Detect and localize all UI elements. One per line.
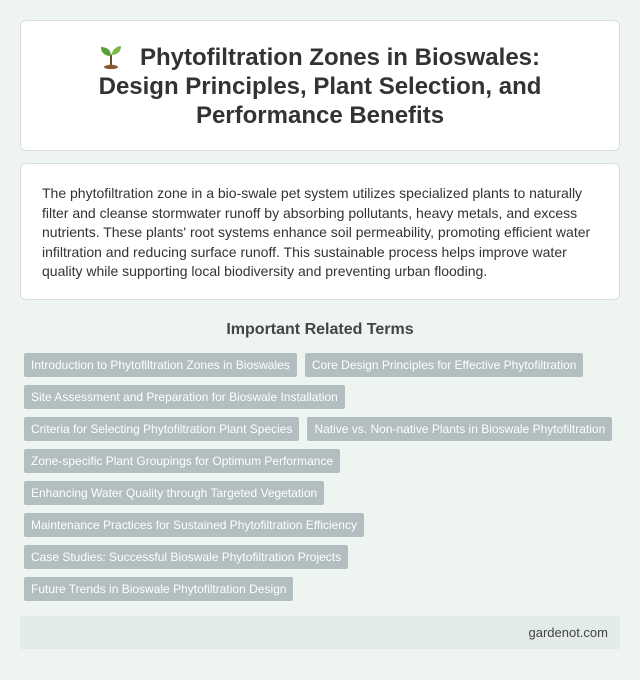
footer-site-name: gardenot.com xyxy=(528,625,608,640)
related-term-tag[interactable]: Criteria for Selecting Phytofiltration Plant Species xyxy=(24,417,299,441)
related-term-tag[interactable]: Introduction to Phytofiltration Zones in Bioswales xyxy=(24,353,297,377)
intro-card xyxy=(20,163,620,300)
related-term-tag[interactable]: Zone-specific Plant Groupings for Optimum Performance xyxy=(24,449,340,473)
related-terms-list xyxy=(24,353,624,609)
related-term-tag[interactable]: Enhancing Water Quality through Targeted Vegetation xyxy=(24,481,324,505)
intro-paragraph: The phytofiltration zone in a bio-swale pet system utilizes specialized plants to naturally filter and cleanse stormwater runoff by absorbing pollutants, heavy metals, and excess nutrients. These plants' root systems enhance soil permeability, promoting efficient water infiltration and reducing surface runoff. This sustainable process helps improve water quality while supporting local biodiversity and preventing urban flooding. xyxy=(42,185,591,279)
title-card xyxy=(20,20,620,151)
related-term-tag[interactable]: Case Studies: Successful Bioswale Phytofiltration Projects xyxy=(24,545,348,569)
footer xyxy=(20,616,620,649)
related-term-tag[interactable]: Maintenance Practices for Sustained Phytofiltration Efficiency xyxy=(24,513,364,537)
page-title xyxy=(61,43,579,130)
related-term-tag[interactable]: Core Design Principles for Effective Phytofiltration xyxy=(305,353,584,377)
related-terms-heading: Important Related Terms xyxy=(226,321,414,338)
related-term-tag[interactable]: Site Assessment and Preparation for Bioswale Installation xyxy=(24,385,345,409)
related-term-tag[interactable]: Native vs. Non-native Plants in Bioswale Phytofiltration xyxy=(307,417,612,441)
seedling-icon xyxy=(100,43,122,69)
related-term-tag[interactable]: Future Trends in Bioswale Phytofiltration Design xyxy=(24,577,293,601)
page-title-text: Phytofiltration Zones in Bioswales: Design Principles, Plant Selection, and Performance Benefits xyxy=(98,44,542,129)
